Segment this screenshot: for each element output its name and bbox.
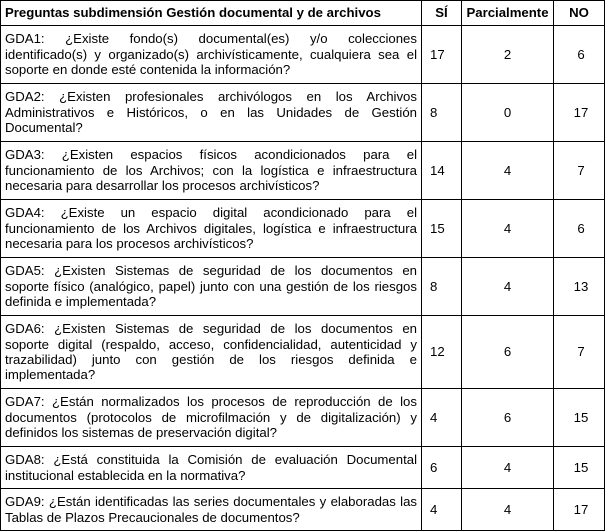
question-cell: GDA9: ¿Están identificadas las series documentales y elaboradas las Tablas de Plazos Precaucionales de documentos? [1,489,422,531]
column-header-parcialmente: Parcialmente [462,1,554,26]
table-row [1,84,605,142]
question-cell: GDA1: ¿Existe fondo(s) documental(es) y/o colecciones identificado(s) y organizado(s) archivísticamente, cualquiera sea el soporte en donde esté contenida la información? [1,26,422,84]
si-count: 12 [422,316,462,389]
no-count: 6 [554,26,605,84]
parcial-count: 6 [462,389,554,447]
si-count: 4 [422,489,462,531]
table-row [1,389,605,447]
question-cell: GDA3: ¿Existen espacios físicos acondicionados para el funcionamiento de los Archivos; con la logística e infraestructura necesaria para desarrollar los procesos archivísticos? [1,142,422,200]
si-count: 17 [422,26,462,84]
column-header-question: Preguntas subdimensión Gestión documental y de archivos [1,1,422,26]
no-count: 7 [554,316,605,389]
question-cell: GDA7: ¿Están normalizados los procesos de reproducción de los documentos (protocolos de microfilmación y de digitalización) y definidos los sistemas de preservación digital? [1,389,422,447]
si-count: 14 [422,142,462,200]
column-header-no: NO [554,1,605,26]
parcial-count: 0 [462,84,554,142]
no-count: 15 [554,389,605,447]
table-row [1,489,605,531]
parcial-count: 4 [462,447,554,489]
no-count: 7 [554,142,605,200]
question-cell: GDA6: ¿Existen Sistemas de seguridad de los documentos en soporte digital (respaldo, acceso, confidencialidad, autenticidad y trazabilidad) junto con gestión de los riesgos definida e implementada? [1,316,422,389]
question-cell: GDA8: ¿Está constituida la Comisión de evaluación Documental institucional establecida en la normativa? [1,447,422,489]
table-row [1,447,605,489]
column-header-si: SÍ [422,1,462,26]
parcial-count: 4 [462,489,554,531]
parcial-count: 4 [462,142,554,200]
question-cell: GDA2: ¿Existen profesionales archivólogos en los Archivos Administrativos e Históricos, o en las Unidades de Gestión Documental? [1,84,422,142]
parcial-count: 6 [462,316,554,389]
table-row [1,26,605,84]
si-count: 6 [422,447,462,489]
no-count: 17 [554,84,605,142]
no-count: 6 [554,200,605,258]
si-count: 4 [422,389,462,447]
table-row [1,200,605,258]
parcial-count: 4 [462,258,554,316]
no-count: 15 [554,447,605,489]
header-row [1,1,605,26]
no-count: 13 [554,258,605,316]
parcial-count: 4 [462,200,554,258]
table-row [1,258,605,316]
no-count: 17 [554,489,605,531]
si-count: 8 [422,258,462,316]
si-count: 15 [422,200,462,258]
parcial-count: 2 [462,26,554,84]
si-count: 8 [422,84,462,142]
question-cell: GDA4: ¿Existe un espacio digital acondicionado para el funcionamiento de los Archivos digitales, logística e infraestructura necesaria para los procesos archivísticos? [1,200,422,258]
question-cell: GDA5: ¿Existen Sistemas de seguridad de los documentos en soporte físico (analógico, papel) junto con una gestión de los riesgos definida e implementada? [1,258,422,316]
table-row [1,316,605,389]
table-row [1,142,605,200]
